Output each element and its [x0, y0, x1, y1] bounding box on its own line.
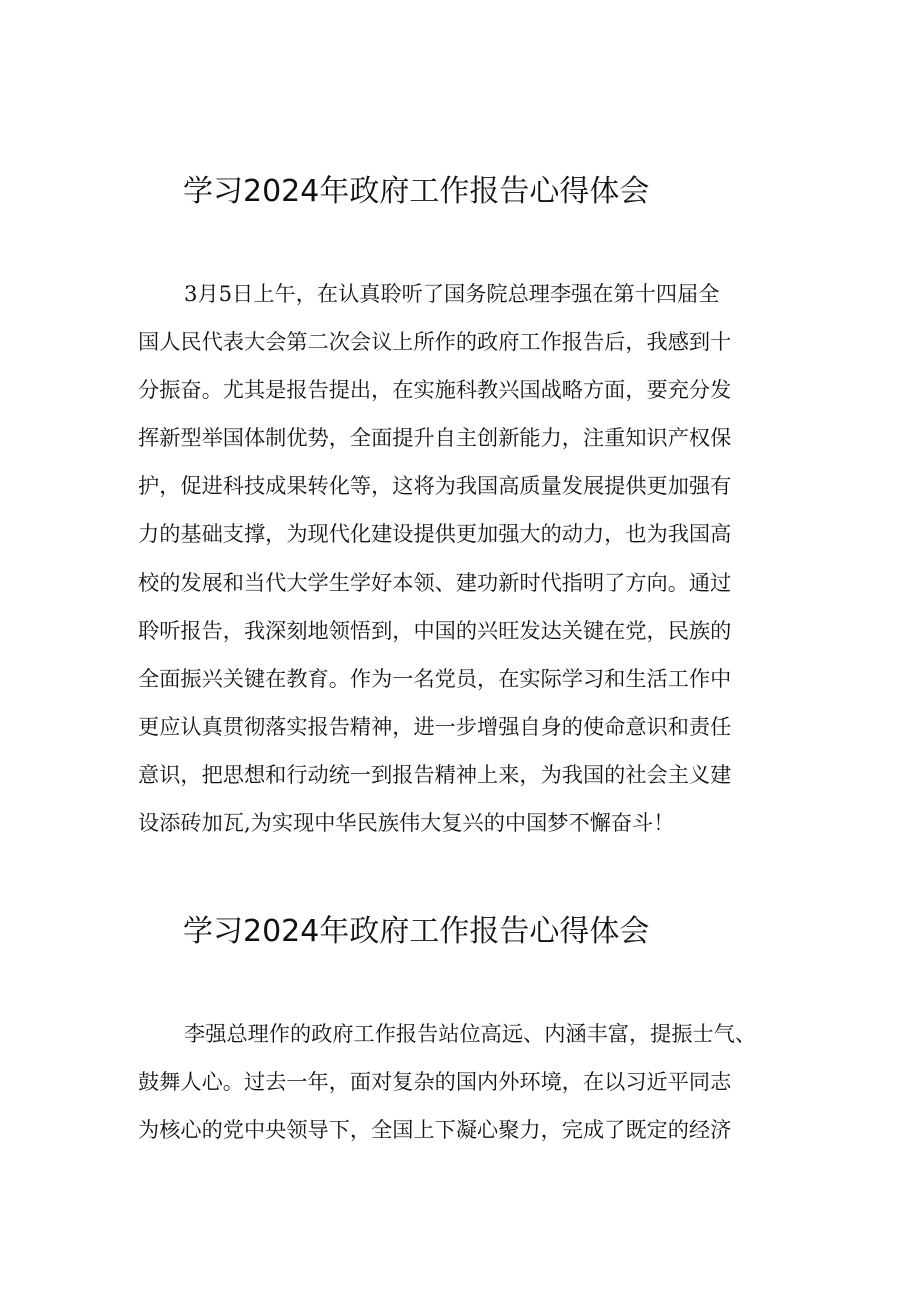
- paragraph-line: 为核心的党中央领导下，全国上下凝心聚力，完成了既定的经济: [138, 1117, 732, 1143]
- paragraph-line: 分振奋。尤其是报告提出，在实施科教兴国战略方面，要充分发: [138, 377, 732, 403]
- paragraph-line: 力的基础支撑，为现代化建设提供更加强大的动力，也为我国高: [138, 521, 732, 547]
- article-title: 学习2024年政府工作报告心得体会: [183, 174, 650, 209]
- article-body: [138, 270, 798, 847]
- paragraph-line: 挥新型举国体制优势，全面提升自主创新能力，注重知识产权保: [138, 425, 732, 451]
- paragraph-line: 更应认真贯彻落实报告精神，进一步增强自身的使命意识和责任: [138, 713, 732, 739]
- paragraph-line: 护，促进科技成果转化等，这将为我国高质量发展提供更加强有: [138, 473, 732, 499]
- article-section-2: [138, 910, 798, 1154]
- article-section-1: [138, 170, 798, 847]
- paragraph-line: 全面振兴关键在教育。作为一名党员，在实际学习和生活工作中: [138, 665, 732, 691]
- paragraph-line: 国人民代表大会第二次会议上所作的政府工作报告后，我感到十: [138, 329, 732, 355]
- paragraph-line: 李强总理作的政府工作报告站位高远、内涵丰富，提振士气、: [184, 1021, 757, 1046]
- paragraph-line: 意识，把思想和行动统一到报告精神上来，为我国的社会主义建: [138, 761, 732, 787]
- paragraph-line: 设添砖加瓦,为实现中华民族伟大复兴的中国梦不懈奋斗！: [138, 810, 675, 836]
- article-body: [138, 1010, 798, 1154]
- paragraph-line: 鼓舞人心。过去一年，面对复杂的国内外环境，在以习近平同志: [138, 1069, 732, 1095]
- paragraph-line: 校的发展和当代大学生学好本领、建功新时代指明了方向。通过: [138, 569, 732, 595]
- article-title: 学习2024年政府工作报告心得体会: [183, 914, 650, 949]
- paragraph-line: 聆听报告，我深刻地领悟到，中国的兴旺发达关键在党，民族的: [138, 617, 732, 643]
- paragraph-line: 3月5日上午，在认真聆听了国务院总理李强在第十四届全: [184, 281, 720, 306]
